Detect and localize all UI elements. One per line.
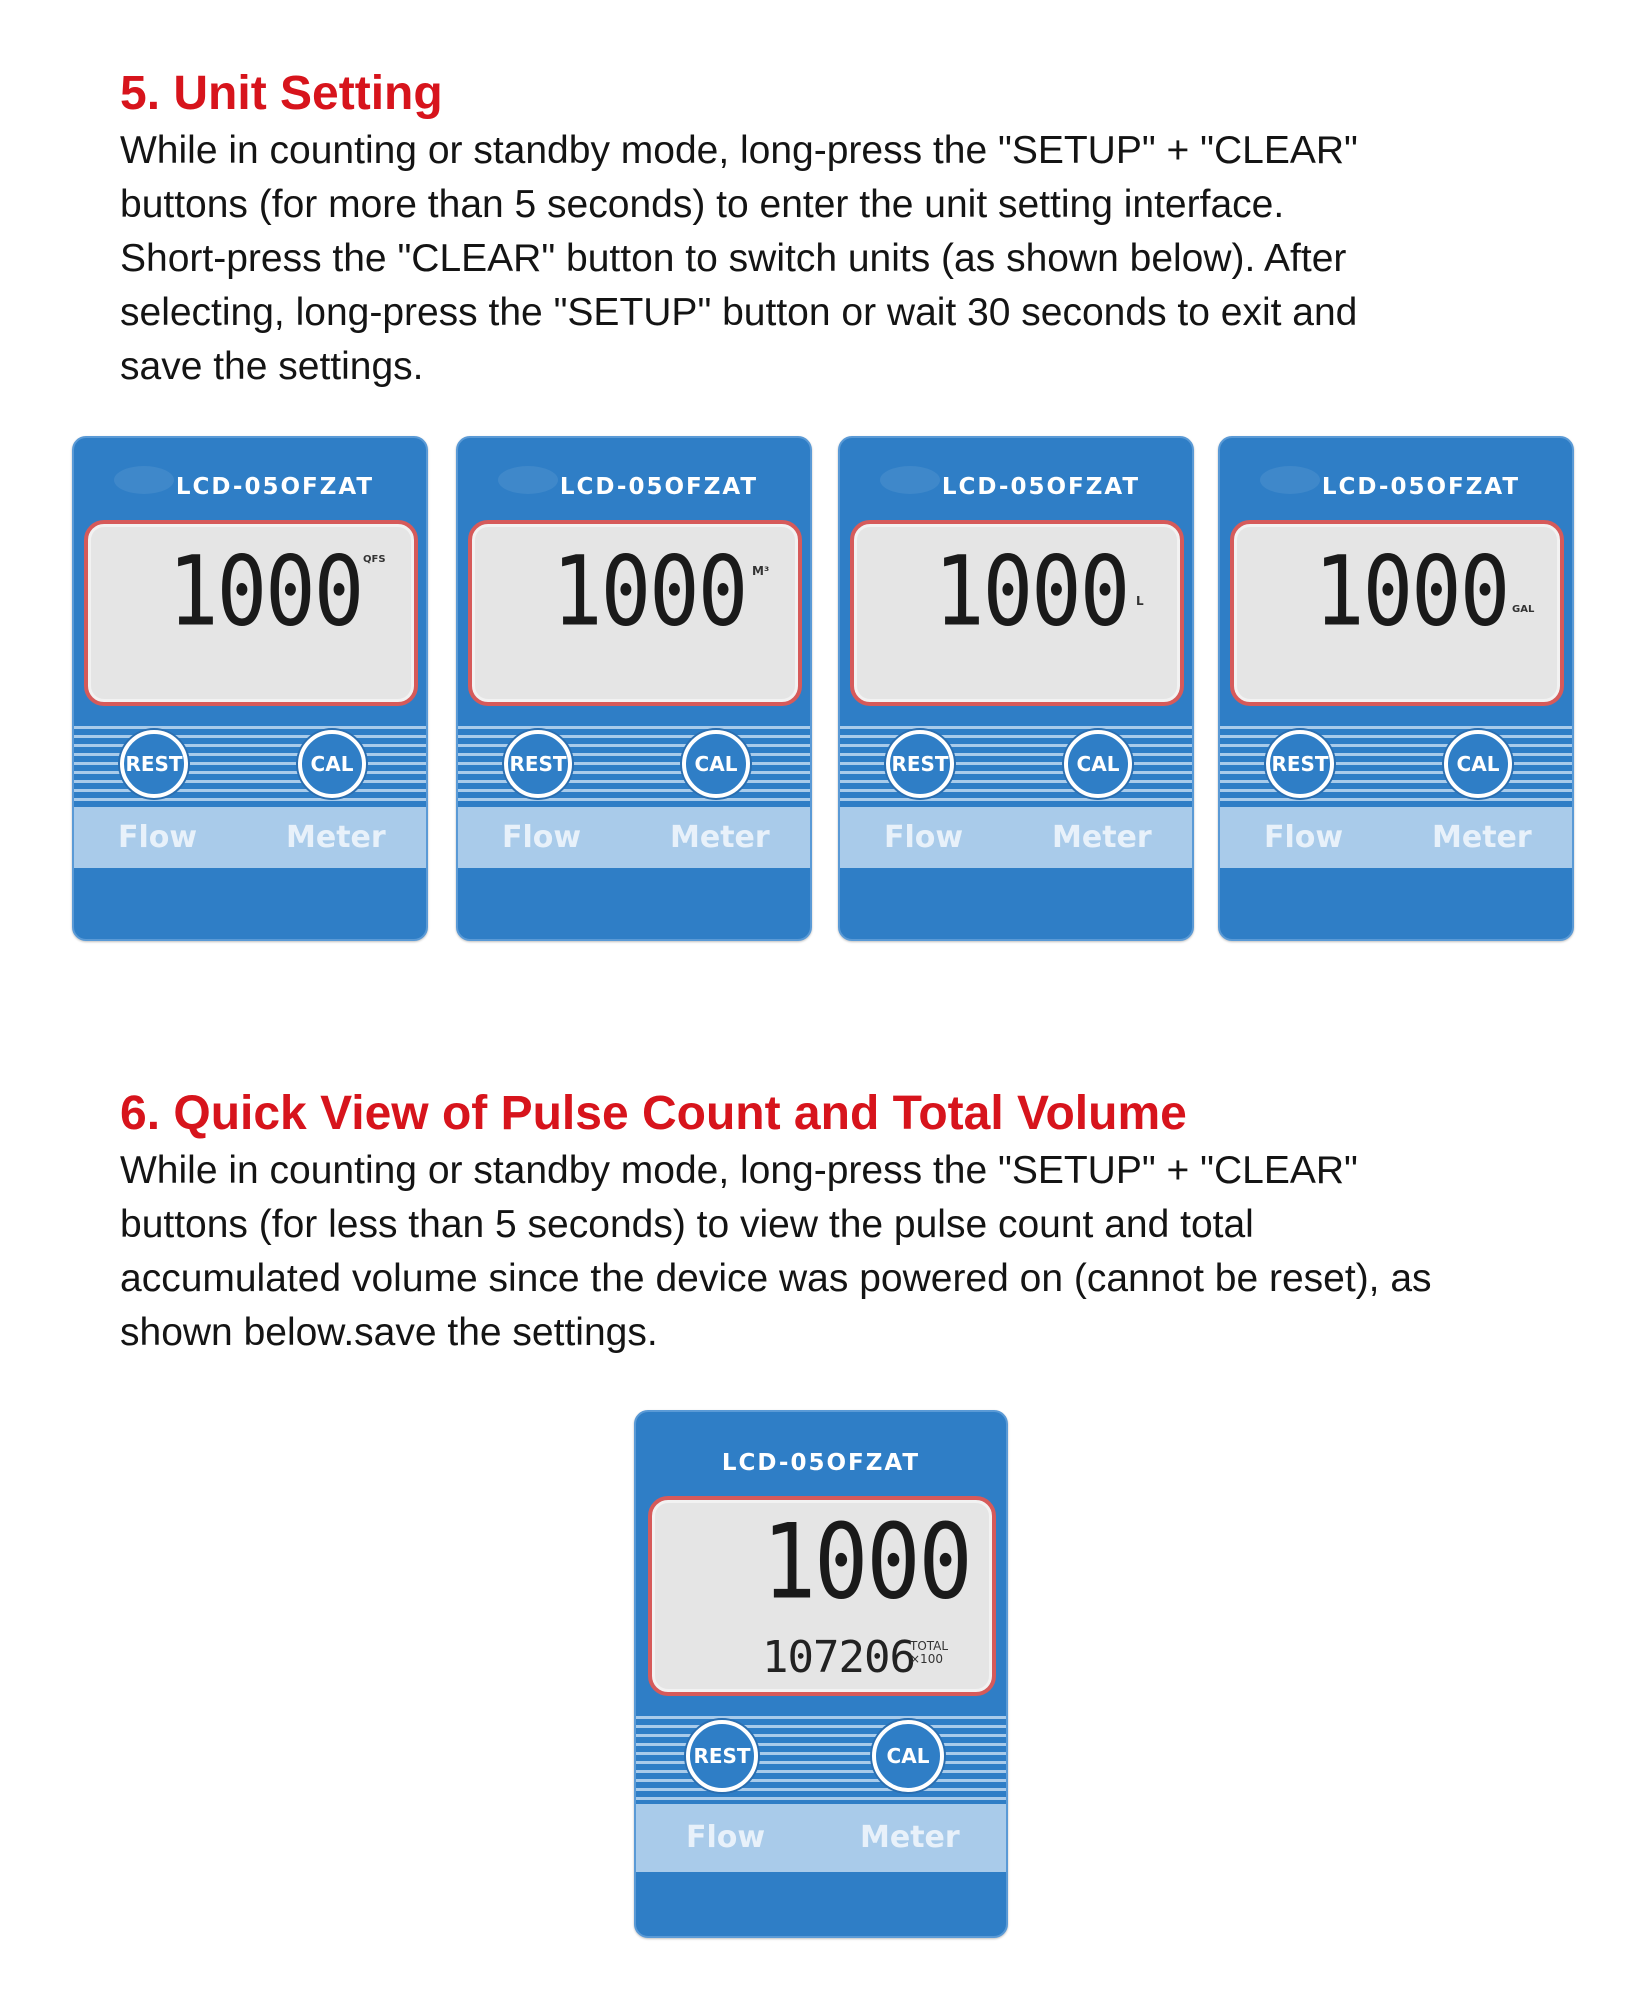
paragraph-line: accumulated volume since the device was powered on (cannot be reset), as [120,1257,1432,1300]
lcd-screen [648,1496,996,1696]
total-label-text: TOTAL [910,1639,949,1653]
meter-label: Meter [860,1820,960,1855]
section-heading: 5. Unit Setting [120,67,443,120]
rest-button: REST [120,730,188,798]
lcd-screen [850,520,1184,706]
rest-button: REST [1266,730,1334,798]
total-label [910,1640,948,1666]
flow-meter-device-total [634,1410,1008,1938]
section-paragraph [120,1144,1560,1360]
unit-indicator: GAL [1512,604,1535,615]
rest-button: REST [504,730,572,798]
label-band [1220,808,1572,868]
paragraph-line: Short-press the "CLEAR" button to switch units (as shown below). After [120,237,1347,280]
paragraph-line: shown below.save the settings. [120,1311,658,1354]
flow-label: Flow [884,820,964,855]
model-label: LCD-05OFZAT [721,1450,921,1476]
total-reading: 107206 [762,1632,915,1683]
cal-button: CAL [1444,730,1512,798]
unit-indicator: L [1136,594,1144,608]
paragraph-line: save the settings. [120,345,424,388]
lcd-reading: 1000 [552,534,747,648]
flow-meter-device-l [838,436,1194,941]
total-multiplier-text: ×100 [910,1652,943,1666]
label-band [840,808,1192,868]
flow-meter-device-m3 [456,436,812,941]
paragraph-line: buttons (for less than 5 seconds) to view the pulse count and total [120,1203,1254,1246]
lcd-reading: 1000 [1314,534,1509,648]
lcd-screen [84,520,418,706]
lcd-reading: 1000 [934,534,1129,648]
cal-button: CAL [298,730,366,798]
cal-button: CAL [872,1720,944,1792]
paragraph-line: While in counting or standby mode, long-press the "SETUP" + "CLEAR" [120,129,1358,172]
flow-label: Flow [118,820,198,855]
rest-button: REST [886,730,954,798]
meter-label: Meter [670,820,770,855]
paragraph-line: selecting, long-press the "SETUP" button or wait 30 seconds to exit and [120,291,1358,334]
meter-label: Meter [1432,820,1532,855]
section-paragraph [120,124,1560,394]
cal-button: CAL [1064,730,1132,798]
section-unit-setting [120,64,1560,394]
flow-meter-device-qfs [72,436,428,941]
model-label: LCD-05OFZAT [1321,474,1521,500]
cal-button: CAL [682,730,750,798]
label-band [458,808,810,868]
lcd-reading: 1000 [762,1502,971,1623]
paragraph-line: While in counting or standby mode, long-press the "SETUP" + "CLEAR" [120,1149,1358,1192]
flow-label: Flow [502,820,582,855]
meter-label: Meter [1052,820,1152,855]
lcd-screen [468,520,802,706]
lcd-screen [1230,520,1564,706]
lcd-reading: 1000 [168,534,363,648]
section-quick-view [120,1084,1560,1360]
model-label: LCD-05OFZAT [559,474,759,500]
unit-indicator: M³ [752,564,770,578]
label-band [636,1804,1006,1872]
meter-label: Meter [286,820,386,855]
model-label: LCD-05OFZAT [941,474,1141,500]
flow-meter-device-gal [1218,436,1574,941]
flow-label: Flow [686,1820,766,1855]
model-label: LCD-05OFZAT [175,474,375,500]
paragraph-line: buttons (for more than 5 seconds) to enter the unit setting interface. [120,183,1285,226]
flow-label: Flow [1264,820,1344,855]
unit-indicator: QFS [363,554,386,565]
label-band [74,808,426,868]
section-heading: 6. Quick View of Pulse Count and Total Volume [120,1087,1187,1140]
rest-button: REST [686,1720,758,1792]
